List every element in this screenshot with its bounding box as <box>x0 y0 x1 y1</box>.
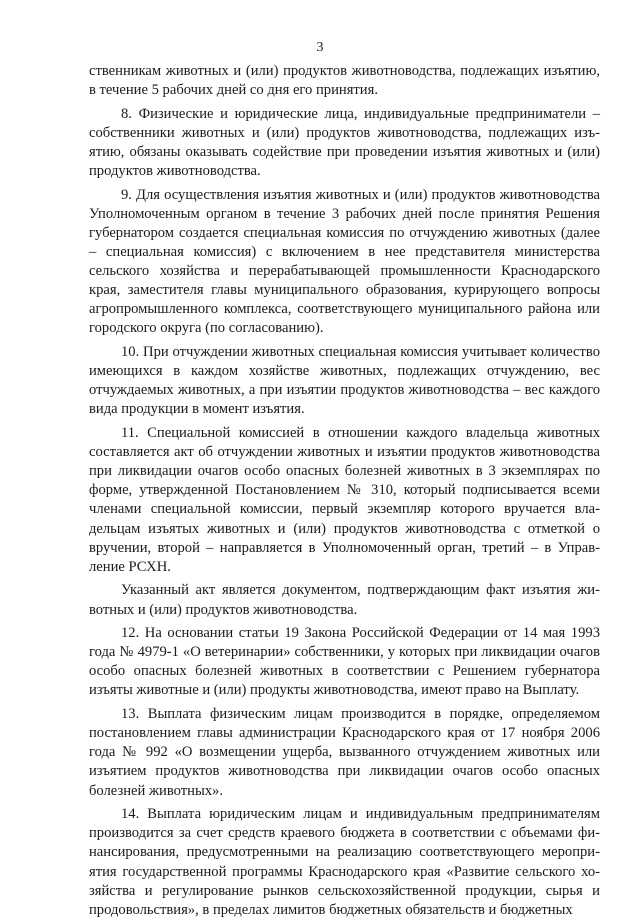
paragraph-item-14: 14. Выплата юридическим лицам и индивидуальным предпринимателям производится за счет средств краевого бюджета в соответствии с объемами финансирования, предусмотренными на реализацию соответствующего мероприятия государственной программы Краснодарского края «Развитие сельского хозяйства и регулирование рынков сельскохозяйственной продукции, сырья и продовольствия», в пределах лимитов бюджетных обязательств и бюджетных <box>89 806 600 918</box>
paragraph-continuation: ственникам животных и (или) продуктов животноводства, подлежащих изъятию, в течение 5 рабочих дней со дня его принятия. <box>89 63 600 99</box>
paragraph-item-13: 13. Выплата физическим лицам производится в порядке, определяемом постановлением главы администрации Краснодарского края от 17 ноября 2006 года № 992 «О возмещении ущерба, вызванного отчуждением животных или изъятием продуктов животноводства при ликвидации очагов особо опасных болезней животных». <box>89 706 600 799</box>
paragraph-item-11: 11. Специальной комиссией в отношении каждого владельца животных составляется акт об отчуждении животных и изъятии продуктов животноводства при ликвидации очагов особо опасных болезней животных в 3 экземплярах по форме, утвержденной Постановлением № 310, который подписывается всеми членами специальной комиссии, первый экземпляр которого вручается владельцам изъятых животных и (или) продуктов животноводства с отметкой о вручении, второй – направляется в Уполномоченный орган, третий – в Управление РСХН. <box>89 425 600 575</box>
paragraph-item-9: 9. Для осуществления изъятия животных и (или) продуктов животноводства Уполномоченным органом в течение 3 рабочих дней после принятия Решения губернатором создается специальная комиссия по отчуждению животных (далее – специальная комиссия) с включением в нее представителя министерства сельского хозяйства и перерабатывающей промышленности Краснодарского края, заместителя главы муниципального образования, курирующего вопросы агропромышленного комплекса, соответствующего муниципального района или городского округа (по согласованию). <box>89 186 600 337</box>
paragraph-act-note: Указанный акт является документом, подтверждающим факт изъятия животных и (или) продуктов животноводства. <box>89 582 600 618</box>
paragraph-item-12: 12. На основании статьи 19 Закона Российской Федерации от 14 мая 1993 года № 4979-1 «О ветеринарии» собственники, у которых при ликвидации очагов особо опасных болезней животных в соответствии с Решением губернатора изъяты животные и (или) продукты животноводства, имеют право на Выплату. <box>89 625 600 699</box>
paragraph-item-8: 8. Физические и юридические лица, индивидуальные предприниматели – собственники животных и (или) продуктов животноводства, подлежащих изъятию, обязаны оказывать содействие при проведении изъятия животных и (или) продуктов животноводства. <box>89 105 600 180</box>
page-number: 3 <box>316 40 324 55</box>
document-body <box>89 62 600 924</box>
paragraph-item-10: 10. При отчуждении животных специальная комиссия учитывает количество имеющихся в каждом хозяйстве животных, подлежащих отчуждению, вес отчуждаемых животных, а при изъятии продуктов животноводства – вес каждого вида продукции в момент изъятия. <box>89 344 600 418</box>
